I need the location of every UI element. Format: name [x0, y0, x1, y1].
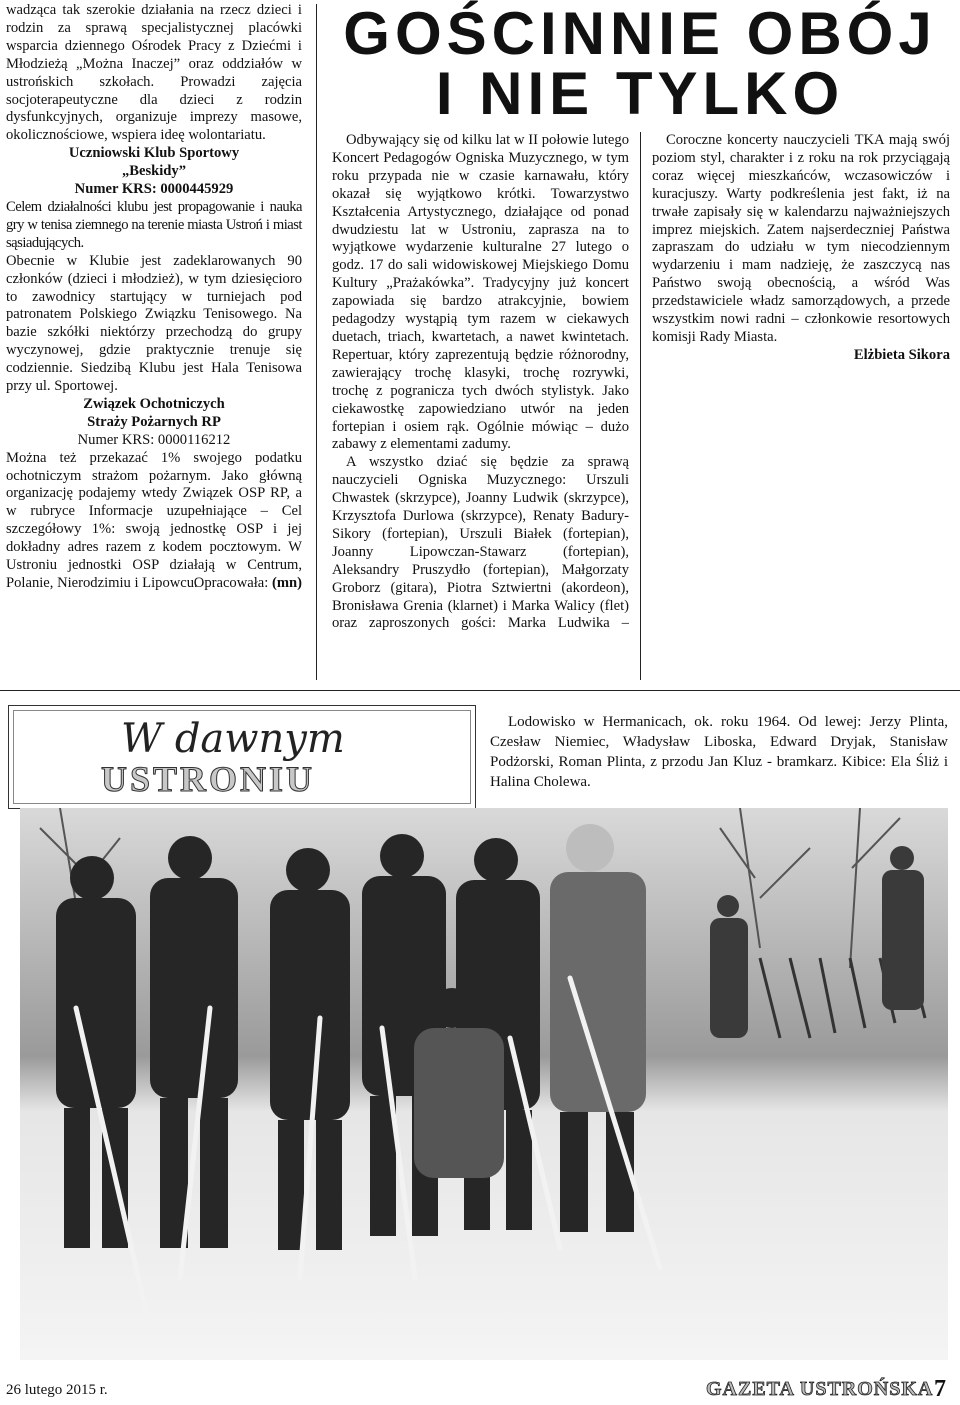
org1-name-line2: „Beskidy” — [121, 163, 187, 180]
article-column-2 — [652, 132, 950, 365]
headline-line2: I NIE TYLKO — [435, 60, 845, 127]
photo-illustration — [20, 808, 948, 1360]
banner-title: USTRONIU — [101, 759, 316, 799]
left-intro: wadząca tak szerokie działania na rzecz dzieci i rodzin za sprawą specjalistycznej placówki wsparcia dziennego Ośrodek Pracy z Dziećmi i Młodzieżą „Można Inaczej” oraz oddziałów w ustrońskich szkołach. Prowadzi zajęcia socjoterapeutyczne dla dzieci z rodzin dysfunkcyjnych, organizuje imprezy masowe, okolicznościowe, wspiera ideę wolontariatu. — [6, 2, 302, 144]
footer-page-number: 7 — [934, 1376, 946, 1402]
article-column-1 — [332, 132, 629, 632]
column-divider-2 — [640, 132, 641, 680]
section-banner — [8, 705, 476, 809]
column-divider-1 — [316, 4, 317, 680]
historical-photo — [20, 808, 948, 1360]
article-author: Elżbieta Sikora — [853, 346, 950, 363]
section-divider — [0, 690, 960, 691]
photo-caption — [490, 712, 948, 792]
signature-name: (mn) — [272, 574, 302, 591]
org2-krs: Numer KRS: 0000116212 — [77, 431, 231, 448]
footer-masthead: GAZETA USTROŃSKA — [706, 1378, 934, 1400]
article-author-line — [652, 347, 950, 365]
signature-label: Opracowała: — [193, 574, 269, 591]
article-paragraph-2: A wszystko dziać się będzie za sprawą nauczycieli Ogniska Muzycznego: Urszuli Chwastek (skrzypce), Joanny Ludwik (skrzypce), Krzysztofa Durlowa (skrzypce), Renaty Badury-Sikory (fortepian), Urszuli Białek (fortepian), Joanny Lipowczan-Stawarz (fortepian), Aleksandry Pruszydło (fortepian), Małgorzaty Groborz (gitara), Piotra Sztwiertni (akordeon), Bronisława Grenia (klarnet) i Marka Walicy (flet) oraz zaproszonych gości: Marka Ludwika – — [332, 454, 629, 632]
banner-script-title: W dawnym — [121, 716, 345, 762]
org1-krs: Numer KRS: 0000445929 — [74, 181, 234, 198]
org1-paragraph-2: Obecnie w Klubie jest zadeklarowanych 90 członków (dzieci i młodzież), w tym dziesięcioro to zawodnicy startujący w turniejach pod patronatem Polskiego Związku Tenisowego. Na bazie szkółki niektórzy przechodzą do grupy wyczynowej, gdzie praktycznie trenuje się codziennie. Siedzibą Klubu jest Hala Tenisowa przy ul. Sportowej. — [6, 252, 302, 395]
org2-name-line2: Straży Pożarnych RP — [87, 413, 221, 430]
article-headline — [330, 0, 950, 127]
org1-name-line1: Uczniowski Klub Sportowy — [68, 145, 240, 162]
headline-line1: GOŚCINNIE OBÓJ — [343, 0, 937, 67]
org1-paragraph-1: Celem działalności klubu jest propagowanie i nauka gry w tenisa ziemnego na terenie miasta Ustroń i miast sąsiadujących. — [6, 198, 302, 251]
article-paragraph-1: Odbywający się od kilku lat w II połowie lutego Koncert Pedagogów Ogniska Muzycznego, w tym roku przypada nie w czasie karnawału, który okazał się wyjątkowo krótki. Towarzystwo Kształcenia Artystycznego, działające od ponad dwudziestu lat w Ustroniu, zaprasza na to wyjątkowe wydarzenie kulturalne 27 lutego o godz. 17 do sali widowiskowej Miejskiego Domu Kultury „Prażakówka”. Tradycyjny już koncert zapowiada się bardzo atrakcyjnie, bowiem pedagodzy wystąpią tym razem w ciekawych duetach, triach, kwartetach, a nawet kwintetach. Repertuar, który zaprezentują będzie różnorodny, zawierający trochę klasyki, trochę rozrywki, trochę z pogranicza tych dwóch stylistyk. Jako ciekawostkę zapowiedziano utwór na jeden fortepian i osiem rąk. Ogólnie mówiąc – dużo zabawy z elementami zadumy. — [332, 132, 629, 453]
photo-caption-text: Lodowisko w Hermanicach, ok. roku 1964. Od lewej: Jerzy Plinta, Czesław Niemiec, Władysław Liboska, Edward Dryjak, Stanisław Podżorski, Roman Plinta, z przodu Jan Kluz - bramkarz. Kibice: Ela Śliż i Halina Cholewa. — [490, 714, 948, 790]
org2-name-line1: Związek Ochotniczych — [83, 395, 225, 412]
footer-date: 26 lutego 2015 r. — [6, 1382, 108, 1398]
article-paragraph-3: Coroczne koncerty nauczycieli TKA mają swój poziom styl, charakter i z roku na rok przyciągają coraz więcej mieszkańców, wczasowiczów i kuracjuszy. Warty podkreślenia jest fakt, iż na trwałe zapisały się w kalendarzu najważniejszych imprez miejskich. Zatem najserdeczniej Państwa zapraszam do udziału w tym niecodziennym wydarzeniu i mam nadzieję, że zaszczycą nas Państwo swoją obecnością, a wśród Was przedstawiciele władz samorządowych, a przede wszystkim nowi radni – członkowie resortowych komisji Rady Miasta. — [652, 132, 950, 345]
org2-paragraph-1: Można też przekazać 1% swojego podatku ochotniczym strażom pożarnym. Jako główną organizację podajemy wtedy Związek OSP RP, a w rubryce Informacje uzupełniające – Cel szczegółowy 1%: swoją jednostkę OSP i jej dokładny adres razem z kodem pocztowym. W Ustroniu jednostki OSP działają w Centrum, Polanie, Nierodzimiu i Lipowcu. — [6, 449, 302, 591]
left-column — [6, 2, 302, 593]
